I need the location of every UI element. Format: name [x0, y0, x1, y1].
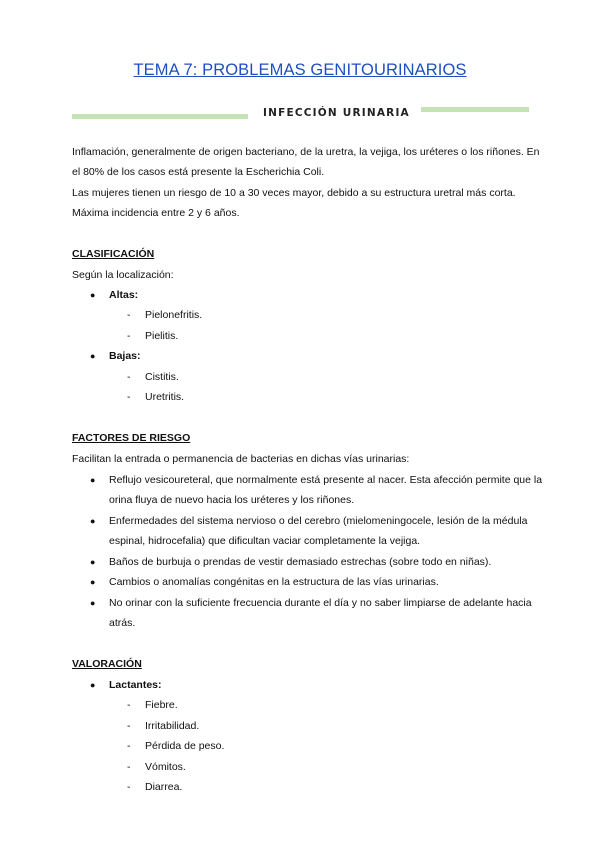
bullet-icon: ● — [90, 290, 96, 300]
bullet-icon: ● — [90, 598, 96, 608]
list-item: Pérdida de peso. — [145, 740, 225, 752]
list-item-altas: Altas: — [109, 289, 139, 301]
bullet-icon: ● — [90, 351, 96, 361]
dash-icon: - — [127, 699, 131, 711]
bullet-icon: ● — [90, 475, 96, 485]
factores-lead: Facilitan la entrada o permanencia de bacterias en dichas vías urinarias: — [72, 453, 410, 465]
list-item: Baños de burbuja o prendas de vestir demasiado estrechas (sobre todo en niñas). — [109, 556, 492, 568]
dash-icon: - — [127, 740, 131, 752]
heading-factores-riesgo: FACTORES DE RIESGO — [72, 432, 191, 444]
clasificacion-lead: Según la localización: — [72, 269, 174, 281]
list-item: Fiebre. — [145, 699, 178, 711]
list-item: Enfermedades del sistema nervioso o del cerebro (mielomeningocele, lesión de la médula — [109, 515, 528, 527]
list-item: Reflujo vesicoureteral, que normalmente está presente al nacer. Esta afección permite que la — [109, 474, 543, 486]
dash-icon: - — [127, 761, 131, 773]
bullet-icon: ● — [90, 557, 96, 567]
list-item: Irritabilidad. — [145, 720, 200, 732]
list-item: orina fluya de nuevo hacia los uréteres y los riñones. — [109, 494, 355, 506]
heading-clasificacion: CLASIFICACIÓN — [72, 248, 155, 260]
bullet-icon: ● — [90, 680, 96, 690]
dash-icon: - — [127, 371, 131, 383]
decorative-bar-left — [72, 114, 248, 119]
intro-line: Máxima incidencia entre 2 y 6 años. — [72, 207, 240, 219]
dash-icon: - — [127, 781, 131, 793]
document-title: TEMA 7: PROBLEMAS GENITOURINARIOS — [133, 61, 467, 79]
list-item-lactantes: Lactantes: — [109, 679, 162, 691]
list-item: Diarrea. — [145, 781, 183, 793]
list-item: espinal, hidrocefalia) que dificultan vaciar completamente la vejiga. — [109, 535, 421, 547]
list-item: No orinar con la suficiente frecuencia durante el día y no saber limpiarse de adelante hacia — [109, 597, 532, 609]
intro-line: Inflamación, generalmente de origen bacteriano, de la uretra, la vejiga, los uréteres o los riñones. En — [72, 146, 540, 158]
list-item: atrás. — [109, 617, 136, 629]
list-item: Cambios o anomalías congénitas en la estructura de las vías urinarias. — [109, 576, 439, 588]
intro-line: Las mujeres tienen un riesgo de 10 a 30 veces mayor, debido a su estructura uretral más corta. — [72, 187, 516, 199]
dash-icon: - — [127, 720, 131, 732]
bullet-icon: ● — [90, 577, 96, 587]
dash-icon: - — [127, 391, 131, 403]
list-item: Cistitis. — [145, 371, 179, 383]
list-item: Uretritis. — [145, 391, 185, 403]
bullet-icon: ● — [90, 516, 96, 526]
section-subtitle: INFECCIÓN URINARIA — [263, 107, 410, 119]
dash-icon: - — [127, 330, 131, 342]
list-item: Pielonefritis. — [145, 309, 203, 321]
list-item-bajas: Bajas: — [109, 350, 141, 362]
list-item: Vómitos. — [145, 761, 186, 773]
intro-line: el 80% de los casos está presente la Escherichia Coli. — [72, 166, 325, 178]
dash-icon: - — [127, 309, 131, 321]
list-item: Pielitis. — [145, 330, 179, 342]
heading-valoracion: VALORACIÓN — [72, 658, 142, 670]
decorative-bar-right — [421, 107, 529, 112]
